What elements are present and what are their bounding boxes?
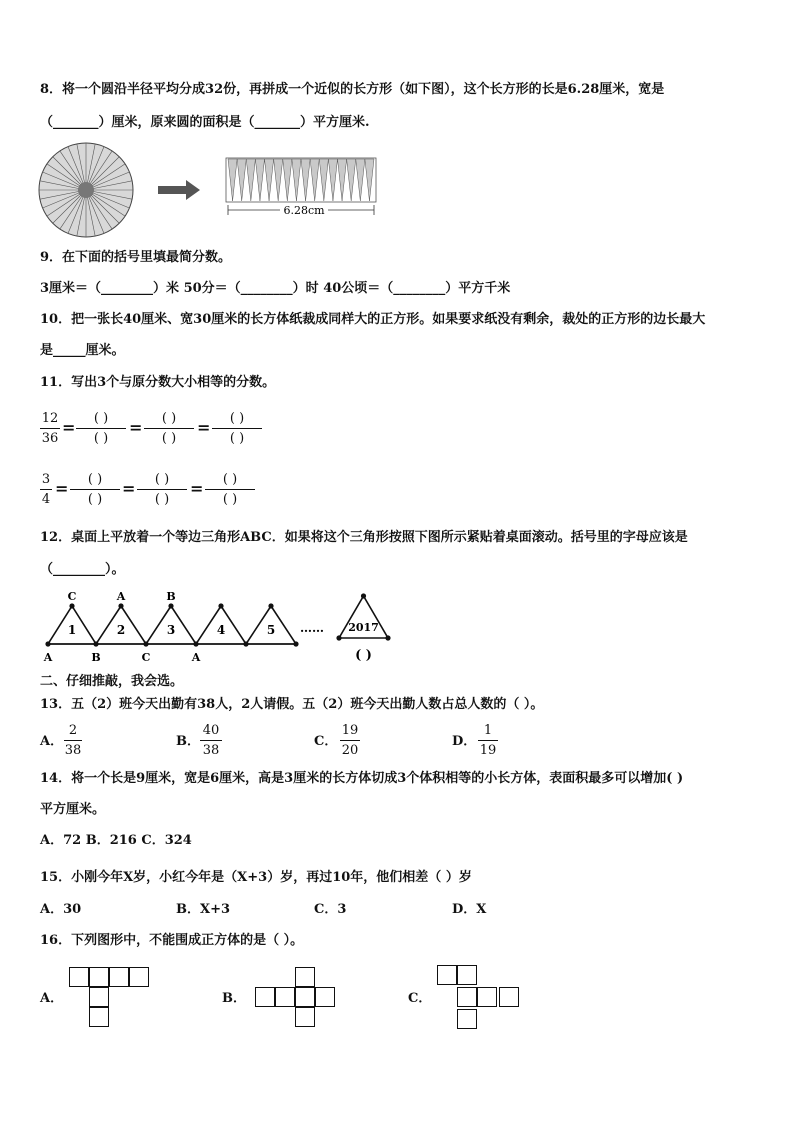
- vertex-label: C: [67, 590, 77, 603]
- q12-line1: 12．桌面上平放着一个等边三角形ABC．如果将这个三角形按照下图所示紧贴着桌面滚动。括号里的字母应该是: [40, 530, 688, 545]
- equals-sign: =: [122, 479, 136, 498]
- option-b-fraction: 40 38: [200, 722, 222, 759]
- fraction: 12 36: [41, 411, 59, 446]
- triangle-number: 2: [116, 623, 126, 637]
- q12-line2: （________）。: [40, 562, 125, 577]
- vertex-label: A: [43, 651, 53, 664]
- q8-line2: （_______）厘米，原来圆的面积是（_______）平方厘米.: [40, 115, 370, 130]
- q16-line: 16．下列图形中，不能围成正方体的是（ ）。: [40, 933, 304, 948]
- q10-line2: 是_____厘米。: [40, 343, 125, 358]
- vertex-label: A: [191, 651, 201, 664]
- q14-line2: 平方厘米。: [40, 802, 106, 817]
- q14-line1: 14．将一个长是9厘米，宽是6厘米，高是3厘米的长方体切成3个体积相等的小长方体，表面积最多可以增加( ): [40, 771, 684, 786]
- option-c-fraction: 19 20: [341, 723, 359, 758]
- option-c-letter[interactable]: C．: [314, 734, 338, 749]
- blank-fraction[interactable]: ( ) ( ): [76, 410, 126, 447]
- vertex-label: C: [141, 651, 151, 664]
- equals-sign: =: [55, 479, 69, 498]
- length-label: 6.28cm: [283, 204, 325, 217]
- option-d[interactable]: D．X: [452, 902, 487, 917]
- option-c[interactable]: C．3: [314, 902, 347, 917]
- equals-sign: =: [190, 479, 204, 498]
- equals-sign: =: [129, 418, 143, 437]
- equals-sign: =: [62, 418, 76, 437]
- equals-sign: =: [197, 418, 211, 437]
- triangle-number: 2017: [348, 621, 379, 634]
- q13-line: 13．五（2）班今天出勤有38人，2人请假。五（2）班今天出勤人数占总人数的（ ）。: [40, 697, 544, 712]
- option-c[interactable]: C．: [408, 991, 432, 1006]
- option-b[interactable]: B．X+3: [176, 902, 231, 917]
- rectangle-figure: [222, 155, 382, 225]
- vertex-label: A: [116, 590, 126, 603]
- arrow-icon: [158, 180, 202, 200]
- blank-fraction[interactable]: ( ) ( ): [212, 410, 262, 447]
- blank-fraction[interactable]: ( ) ( ): [205, 471, 255, 508]
- option-b[interactable]: B．: [222, 991, 246, 1006]
- option-b-letter[interactable]: B．: [176, 734, 200, 749]
- triangle-number: 1: [67, 623, 77, 637]
- triangle-number: 5: [266, 623, 276, 637]
- q15-line: 15．小刚今年X岁，小红今年是（X+3）岁，再过10年，他们相差（ ）岁: [40, 870, 472, 885]
- triangle-number: 3: [166, 623, 176, 637]
- answer-blank[interactable]: ( ): [355, 648, 372, 663]
- triangle-number: 4: [216, 623, 226, 637]
- option-a-fraction: 2 38: [64, 723, 82, 758]
- q9-title: 9．在下面的括号里填最简分数。: [40, 250, 232, 265]
- option-a[interactable]: A．30: [40, 902, 82, 917]
- q11-title: 11．写出3个与原分数大小相等的分数。: [40, 375, 276, 390]
- fraction: 3 4: [41, 472, 51, 507]
- blank-fraction[interactable]: ( ) ( ): [144, 410, 194, 447]
- vertex-label: B: [166, 590, 176, 603]
- circle-figure: [36, 140, 136, 240]
- blank-fraction[interactable]: ( ) ( ): [70, 471, 120, 508]
- option-a-letter[interactable]: A．: [40, 734, 64, 749]
- rolling-triangle-figure: [36, 588, 416, 668]
- q8-line1: 8．将一个圆沿半径平均分成32份，再拼成一个近似的长方形（如下图），这个长方形的长是6.28厘米，宽是: [40, 82, 665, 97]
- option-d-letter[interactable]: D．: [452, 734, 477, 749]
- q10-line1: 10．把一张长40厘米、宽30厘米的长方体纸裁成同样大的正方形。如果要求纸没有剩余，裁处的正方形的边长最大: [40, 312, 706, 327]
- blank-fraction[interactable]: ( ) ( ): [137, 471, 187, 508]
- vertex-label: B: [91, 651, 101, 664]
- q9-line: 3厘米＝（________）米 50分＝（________）时 40公顷＝（________）平方千米: [40, 281, 511, 296]
- option-d-fraction: 1 19: [479, 723, 497, 758]
- option-a[interactable]: A．: [40, 991, 64, 1006]
- q14-options[interactable]: A．72 B．216 C．324: [40, 833, 192, 848]
- section-title: 二、仔细推敲，我会选。: [40, 674, 184, 689]
- ellipsis: ……: [300, 621, 324, 635]
